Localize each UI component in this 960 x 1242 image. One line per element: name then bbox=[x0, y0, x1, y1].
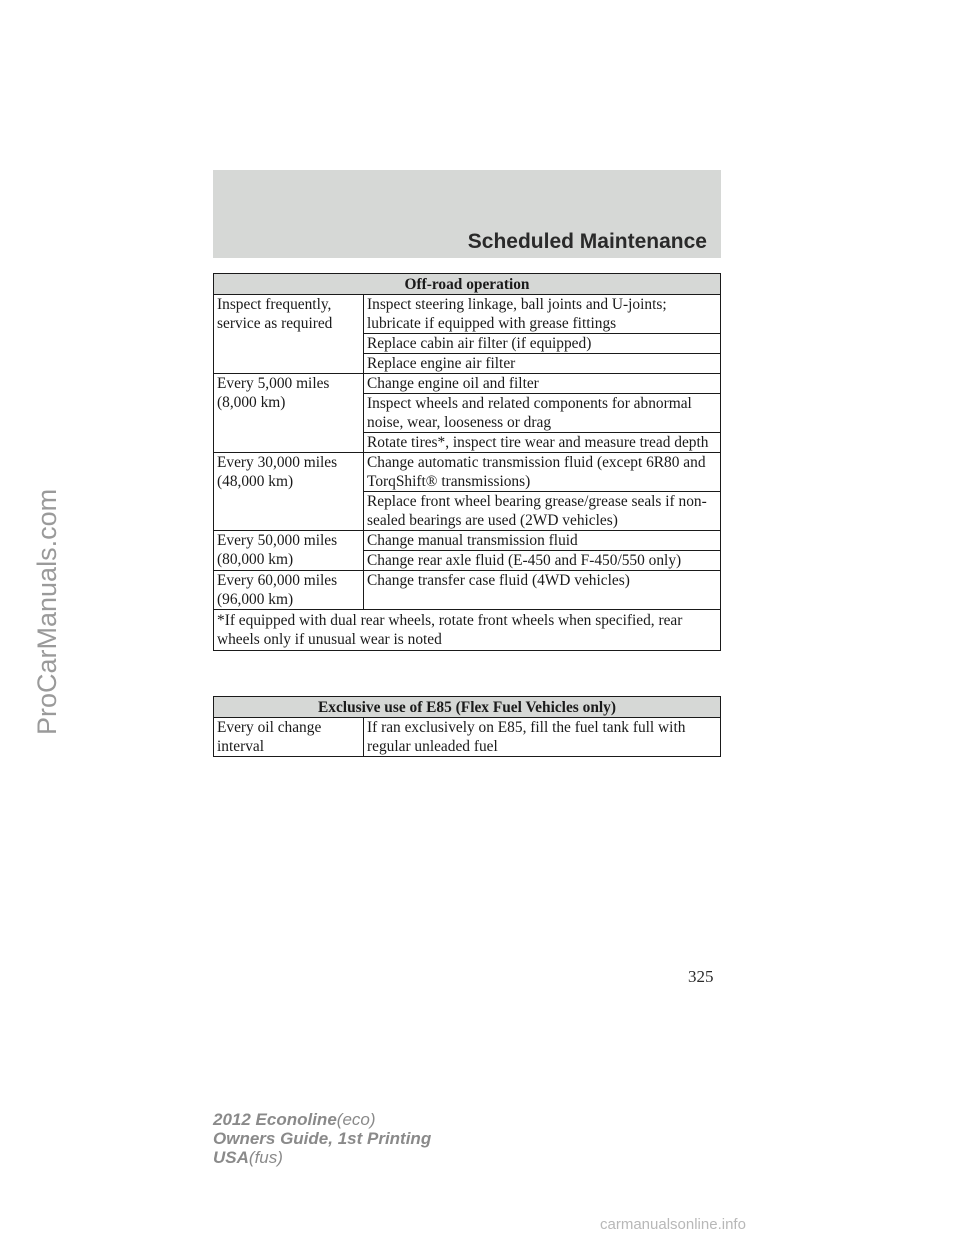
offroad-maintenance-table bbox=[213, 273, 721, 651]
e85-table-title: Exclusive use of E85 (Flex Fuel Vehicles only) bbox=[214, 697, 721, 718]
bottom-watermark: carmanualsonline.info bbox=[600, 1216, 746, 1233]
e85-table bbox=[213, 696, 721, 757]
task-cell: Inspect steering linkage, ball joints and U-joints; lubricate if equipped with grease fittings bbox=[364, 295, 721, 334]
footer-model-code: (eco) bbox=[336, 1110, 376, 1129]
side-watermark bbox=[8, 480, 68, 740]
footer-line-model bbox=[213, 1110, 431, 1129]
footer-edition: Owners Guide, 1st Printing bbox=[213, 1129, 432, 1148]
task-cell: Change automatic transmission fluid (except 6R80 and TorqShift® transmissions) bbox=[364, 453, 721, 492]
task-cell: Replace engine air filter bbox=[364, 354, 721, 374]
task-cell: Change engine oil and filter bbox=[364, 374, 721, 394]
side-watermark-text: ProCarManuals.com bbox=[32, 488, 62, 735]
task-cell: If ran exclusively on E85, fill the fuel tank full with regular unleaded fuel bbox=[364, 718, 721, 757]
task-cell: Inspect wheels and related components for abnormal noise, wear, looseness or drag bbox=[364, 394, 721, 433]
footer-model: 2012 Econoline bbox=[213, 1110, 337, 1129]
document-footer bbox=[213, 1110, 431, 1167]
footer-market: USA bbox=[213, 1148, 249, 1167]
interval-cell: Every 60,000 miles (96,000 km) bbox=[214, 571, 364, 610]
page-number: 325 bbox=[688, 967, 714, 986]
section-header-band bbox=[213, 170, 721, 258]
footer-market-code: (fus) bbox=[248, 1148, 283, 1167]
footer-line-market bbox=[213, 1148, 431, 1167]
task-cell: Rotate tires*, inspect tire wear and measure tread depth bbox=[364, 433, 721, 453]
task-cell: Change rear axle fluid (E-450 and F-450/550 only) bbox=[364, 551, 721, 571]
footnote: *If equipped with dual rear wheels, rotate front wheels when specified, rear wheels only if unusual wear is noted bbox=[214, 610, 721, 651]
task-cell: Change manual transmission fluid bbox=[364, 531, 721, 551]
section-title: Scheduled Maintenance bbox=[467, 230, 707, 253]
task-cell: Replace front wheel bearing grease/grease seals if non-sealed bearings are used (2WD vehicles) bbox=[364, 492, 721, 531]
task-cell: Replace cabin air filter (if equipped) bbox=[364, 334, 721, 354]
interval-cell: Every 50,000 miles (80,000 km) bbox=[214, 531, 364, 571]
task-cell: Change transfer case fluid (4WD vehicles) bbox=[364, 571, 721, 610]
interval-cell: Every oil change interval bbox=[214, 718, 364, 757]
offroad-table-title: Off-road operation bbox=[214, 274, 721, 295]
interval-cell: Every 5,000 miles (8,000 km) bbox=[214, 374, 364, 453]
interval-cell: Inspect frequently, service as required bbox=[214, 295, 364, 374]
interval-cell: Every 30,000 miles (48,000 km) bbox=[214, 453, 364, 531]
